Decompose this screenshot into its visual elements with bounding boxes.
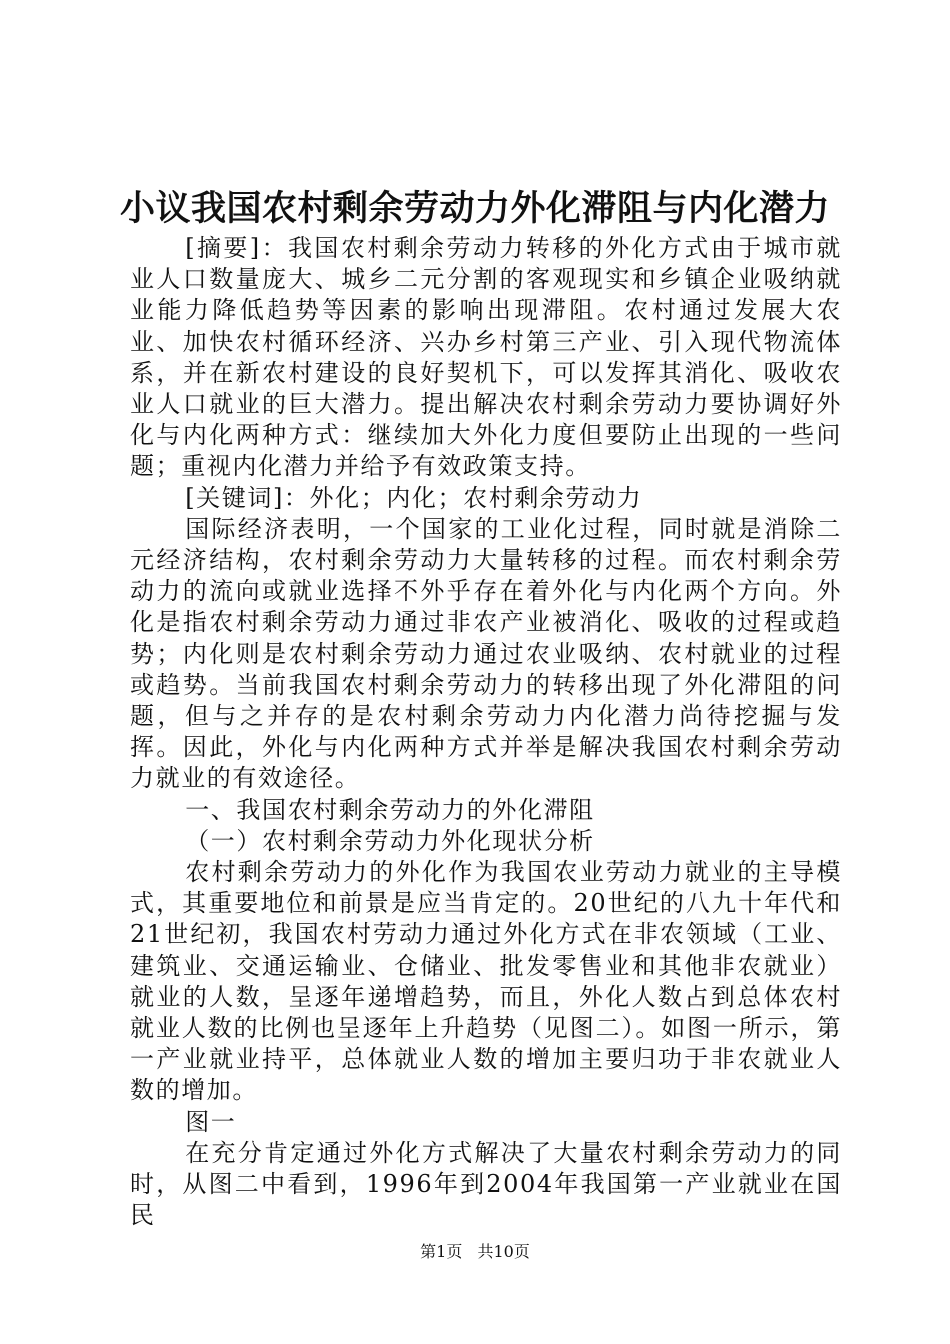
page-footer: [0, 1241, 950, 1263]
abstract-paragraph: [摘要]：我国农村剩余劳动力转移的外化方式由于城市就业人口数量庞大、城乡二元分割的客观现实和乡镇企业吸纳就业能力降低趋势等因素的影响出现滞阻。农村通过发展大农业、加快农村循环经济、兴办乡村第三产业、引入现代物流体系，并在新农村建设的良好契机下，可以发挥其消化、吸收农业人口就业的巨大潜力。提出解决农村剩余劳动力要协调好外化与内化两种方式：继续加大外化力度但要防止出现的一些问题；重视内化潜力并给予有效政策支持。: [130, 234, 842, 481]
subsection-heading: （一）农村剩余劳动力外化现状分析: [185, 826, 595, 855]
figure-caption: 图一: [185, 1107, 237, 1136]
keywords-paragraph: [关键词]：外化；内化；农村剩余劳动力: [185, 483, 643, 512]
page-total: 共10页: [477, 1242, 530, 1261]
continuation-paragraph: 在充分肯定通过外化方式解决了大量农村剩余劳动力的同时，从图二中看到，1996年到2004年我国第一产业就业在国民: [130, 1138, 842, 1230]
section-heading: 一、我国农村剩余劳动力的外化滞阻: [185, 795, 595, 824]
intro-paragraph: 国际经济表明，一个国家的工业化过程，同时就是消除二元经济结构，农村剩余劳动力大量转移的过程。而农村剩余劳动力的流向或就业选择不外乎存在着外化与内化两个方向。外化是指农村剩余劳动力通过非农产业被消化、吸收的过程或趋势；内化则是农村剩余劳动力通过农业吸纳、农村就业的过程或趋势。当前我国农村剩余劳动力的转移出现了外化滞阻的问题，但与之并存的是农村剩余劳动力内化潜力尚待挖掘与发挥。因此，外化与内化两种方式并举是解决我国农村剩余劳动力就业的有效途径。: [130, 514, 842, 793]
analysis-paragraph: 农村剩余劳动力的外化作为我国农业劳动力就业的主导模式，其重要地位和前景是应当肯定的。20世纪的八九十年代和21世纪初，我国农村劳动力通过外化方式在非农领域（工业、建筑业、交通运输业、仓储业、批发零售业和其他非农就业）就业的人数，呈逐年递增趋势，而且，外化人数占到总体农村就业人数的比例也呈逐年上升趋势（见图二）。如图一所示，第一产业就业持平，总体就业人数的增加主要归功于非农就业人数的增加。: [130, 858, 842, 1105]
document-title: 小议我国农村剩余劳动力外化滞阻与内化潜力: [119, 188, 830, 229]
page-number: 第1页: [420, 1242, 463, 1261]
document-body: [130, 233, 842, 1232]
